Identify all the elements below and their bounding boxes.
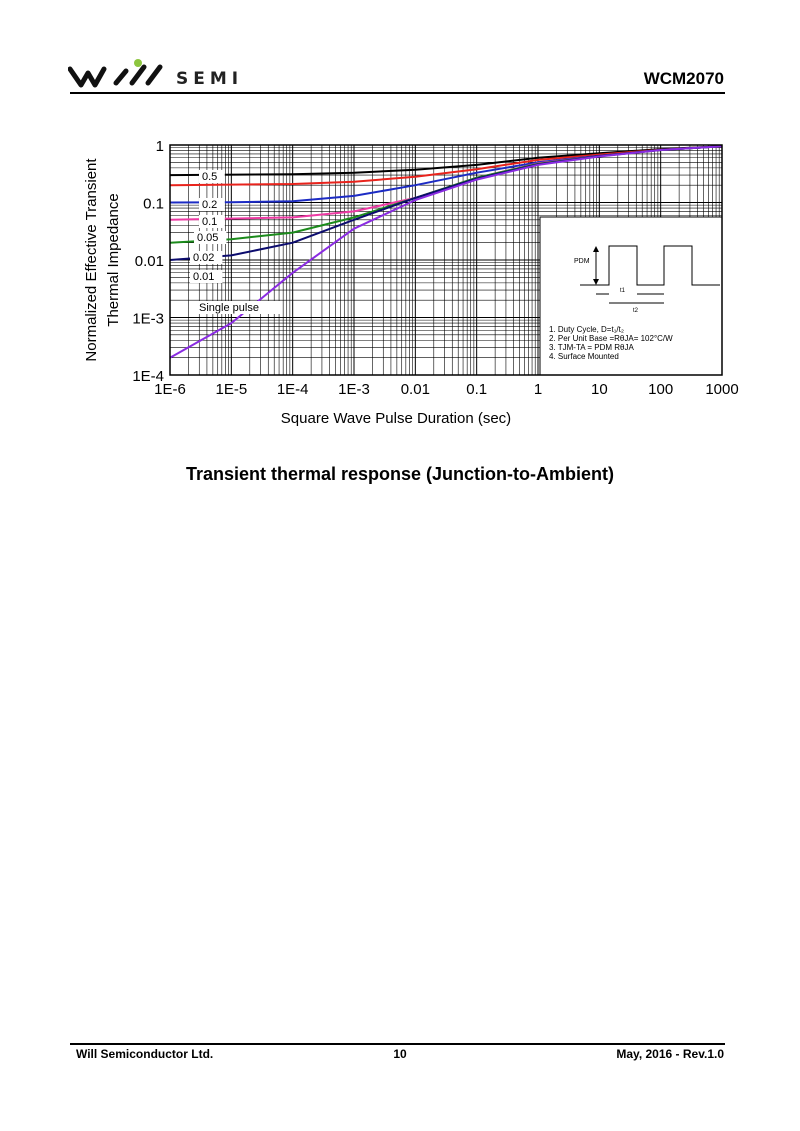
transient-thermal-chart (60, 130, 760, 440)
x-tick-label: 0.01 (400, 381, 430, 398)
x-tick-label: 1E-3 (338, 381, 370, 398)
part-number: WCM2070 (643, 69, 724, 88)
x-tick-label: 1000 (705, 381, 739, 398)
footer-page-number: 10 (393, 1047, 407, 1061)
footer-revision: May, 2016 - Rev.1.0 (616, 1047, 724, 1061)
figure-caption: Transient thermal response (Junction-to-Ambient) (185, 464, 615, 484)
pdm-label: PDM (574, 258, 590, 265)
note-line: 4. Surface Mounted (549, 352, 619, 361)
y-axis-label: Thermal Impedance (105, 193, 122, 327)
t2-label: t2 (633, 308, 639, 314)
y-tick-label: 1E-4 (132, 368, 164, 385)
y-tick-label: 1 (155, 138, 164, 155)
x-tick-label: 10 (590, 381, 608, 398)
note-line: 2. Per Unit Base =RθJA= 102°C/W (549, 334, 673, 343)
y-tick-label: 0.1 (143, 195, 164, 213)
series-label: 0.01 (193, 271, 215, 283)
footer-company: Will Semiconductor Ltd. (76, 1047, 214, 1061)
note-line: 1. Duty Cycle, D=t₁/t₂ (549, 325, 624, 334)
series-label: 0.02 (193, 252, 215, 264)
header-divider (70, 92, 725, 94)
x-tick-label: 1E-6 (154, 381, 186, 398)
y-tick-label: 0.01 (134, 253, 164, 270)
y-axis-label: Normalized Effective Transient (83, 158, 100, 362)
x-tick-label: 1 (533, 381, 543, 398)
series-label: 0.5 (202, 171, 218, 183)
y-tick-label: 1E-3 (132, 310, 164, 328)
series-label: 0.1 (202, 216, 218, 228)
x-tick-label: 100 (648, 381, 674, 398)
x-tick-label: 1E-4 (276, 381, 309, 398)
series-label: 0.2 (202, 199, 218, 211)
t1-label: t1 (620, 288, 626, 294)
logo-dot (134, 59, 142, 67)
logo-text: SEMI (176, 69, 244, 89)
series-label: Single pulse (199, 302, 259, 314)
note-line: 3. TJM-TA = PDM RθJA (549, 343, 634, 352)
x-tick-label: 0.1 (466, 381, 488, 398)
x-axis-label: Square Wave Pulse Duration (sec) (280, 410, 512, 427)
series-label: 0.05 (197, 232, 219, 244)
x-tick-label: 1E-5 (215, 381, 248, 398)
footer-divider (70, 1043, 725, 1045)
